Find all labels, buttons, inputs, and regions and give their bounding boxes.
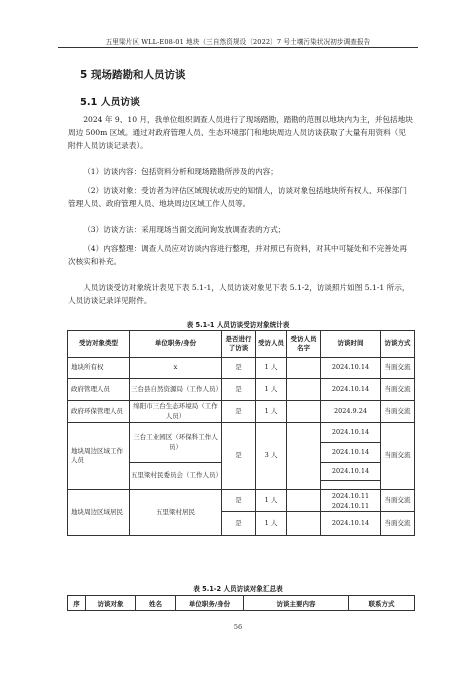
paragraph-5: （4）内容整理：调查人员应对访谈内容进行整理，并对照已有资料，对其中可疑处和不完善处再次核实和补充。 — [68, 244, 407, 266]
table-cell: 是 — [222, 379, 256, 401]
table-cell: 2024.10.14 — [321, 358, 381, 379]
table-cell — [287, 423, 321, 490]
table-cell — [287, 490, 321, 512]
header-cell: 访谈方式 — [381, 331, 415, 358]
table-cell: 2024.10.14 — [321, 423, 381, 443]
paragraph-3: （2）访谈对象：受访者为评估区域现状或历史的知情人，访谈对象包括地块所有权人、环保部门管理人员、政府管理人员、地块周边区域工作人员等。 — [68, 186, 407, 208]
table-row — [68, 358, 415, 379]
header-cell: 访谈主要内容 — [244, 596, 349, 611]
table-cell: 1 人 — [256, 401, 287, 423]
header-cell: 受访人员名字 — [287, 331, 321, 358]
table-cell: 五里梁村居民 — [130, 490, 222, 536]
table-cell: 当面交流 — [381, 379, 415, 401]
table-cell — [287, 512, 321, 536]
header-cell: 序 — [68, 596, 86, 611]
table-cell — [287, 379, 321, 401]
table-cell — [321, 481, 381, 490]
running-header: 五里梁片区 WLL-E08-01 地块（三自然资规设〔2022〕7 号土壤污染状况初步调查报告 — [105, 38, 371, 46]
table-cell: 政府管理人员 — [68, 379, 130, 401]
table-cell — [321, 490, 381, 512]
table-row — [68, 490, 415, 512]
table-cell: 是 — [222, 512, 256, 536]
table-header-row — [68, 331, 415, 358]
table-1-caption: 表 5.1-1 人员访谈受访对象统计表 — [186, 321, 290, 329]
table-cell: x — [130, 358, 222, 379]
header-cell: 受访人员 — [256, 331, 287, 358]
table-cell: 是 — [222, 358, 256, 379]
paragraph-6: 人员访谈受访对象统计表见下表 5.1-1，人员访谈对象见下表 5.1-2，访谈照片如图 5.1-1 所示，人员访谈记录详见附件。 — [68, 283, 410, 305]
header-cell: 是否进行了访谈 — [222, 331, 256, 358]
table-row — [68, 379, 415, 401]
table-cell: 2024.10.14 — [321, 463, 381, 481]
header-cell: 受访对象类型 — [68, 331, 130, 358]
table-cell: 是 — [222, 490, 256, 512]
header-rule — [58, 47, 418, 48]
table-cell: 3 人 — [256, 423, 287, 490]
table-cell: 政府环保管理人员 — [68, 401, 130, 423]
table-cell: 是 — [222, 401, 256, 423]
header-cell: 单位职务/身份 — [130, 331, 222, 358]
table-cell: 是 — [222, 423, 256, 490]
table-cell: 1 人 — [256, 379, 287, 401]
table-cell: 1 人 — [256, 358, 287, 379]
table-2-caption: 表 5.1-2 人员访谈对象汇总表 — [193, 585, 283, 593]
interviewee-summary-table — [67, 595, 415, 611]
header-cell: 联系方式 — [349, 596, 415, 611]
header-cell: 单位职务/身份 — [176, 596, 244, 611]
page-number: 56 — [233, 623, 243, 631]
table-cell: 2024.9.24 — [321, 401, 381, 423]
table-row — [68, 401, 415, 423]
paragraph-4: （3）访谈方法：采用现场当面交流问询发放调查表的方式； — [83, 225, 286, 234]
table-cell: 地块周边区域居民 — [68, 490, 130, 536]
table-cell: 当面交流 — [381, 358, 415, 379]
header-cell: 姓名 — [136, 596, 176, 611]
table-cell: 五里梁村民委员会（工作人员） — [130, 463, 222, 490]
table-cell: 当面交流 — [381, 490, 415, 512]
table-cell: 2024.10.14 — [321, 512, 381, 536]
interviewee-stats-table — [67, 330, 415, 536]
table-cell: 三台县自然资源局（工作人员） — [130, 379, 222, 401]
table-cell: 2024.10.14 — [321, 379, 381, 401]
table-cell — [287, 401, 321, 423]
date-text: 2024.10.11 — [331, 501, 370, 510]
table-cell: 地块所有权 — [68, 358, 130, 379]
header-cell: 访谈时间 — [321, 331, 381, 358]
date-text: 2024.10.11 — [331, 491, 370, 500]
table-header-row — [68, 596, 415, 611]
table-cell — [287, 358, 321, 379]
section-title: 5 现场踏勘和人员访谈 — [80, 69, 186, 81]
table-cell: 三台工业园区（环保科工作人员） — [130, 423, 222, 463]
table-cell: 2024.10.14 — [321, 443, 381, 463]
table-cell: 当面交流 — [381, 401, 415, 423]
header-cell: 访谈对象 — [86, 596, 136, 611]
table-cell: 1 人 — [256, 490, 287, 512]
paragraph-2: （1）访谈内容：包括资料分析和现场踏勘所涉及的内容； — [83, 167, 278, 176]
paragraph-1: 2024 年 9、10 月，我单位组织调查人员进行了现场踏勘，踏勘的范围以地块内为主，并包括地块周边 500m 区域。通过对政府管理人员、生态环境部门和地块周边人员访谈获取了大量有用资料（见附件人员访谈记录表）。 — [68, 115, 413, 150]
subsection-title: 5.1 人员访谈 — [80, 97, 140, 108]
table-cell: 地块周边区域工作人员 — [68, 423, 130, 490]
table-cell: 当面交流 — [381, 423, 415, 490]
table-cell: 1 人 — [256, 512, 287, 536]
table-row — [68, 423, 415, 443]
table-cell: 当面交流 — [381, 512, 415, 536]
table-cell: 绵阳市三台生态环境局（工作人员） — [130, 401, 222, 423]
